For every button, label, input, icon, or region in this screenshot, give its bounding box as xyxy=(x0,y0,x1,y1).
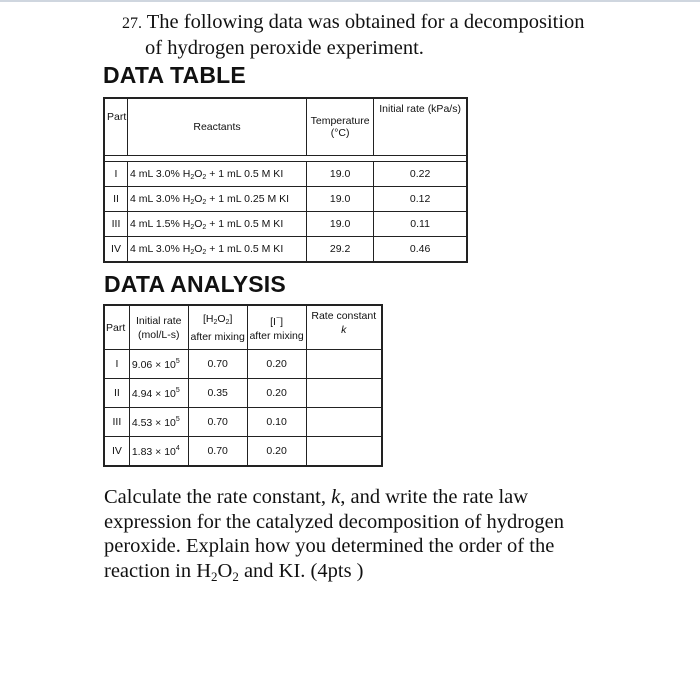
question-prompt: Calculate the rate constant, k, and write the rate law expression for the catalyzed decomposition of hydrogen peroxide. Explain how you determined the order of the reaction in $H_2O_2$ and KI. (4pts ) xyxy=(104,486,564,584)
rate-constant-cell[interactable] xyxy=(306,350,382,379)
table-row xyxy=(104,237,467,263)
part-cell: III xyxy=(104,408,129,437)
iodide-after-mixing: after mixing xyxy=(249,330,304,342)
reactants-cell: 4 mL 1.5% $H_2O_2 + 1$ mL 0.5 M KI xyxy=(128,212,307,237)
analysis-header-row xyxy=(104,305,382,350)
part-cell: I xyxy=(104,162,128,187)
h2o2-volume: 4 mL 3.0% H xyxy=(130,192,191,205)
initial-rate-cell xyxy=(129,408,188,437)
header-part: Part xyxy=(104,98,128,156)
rate-constant-cell[interactable] xyxy=(306,379,382,408)
h2o2-cell: 0.70 xyxy=(188,437,247,467)
question-line-1: The following data was obtained for a decomposition xyxy=(146,11,585,33)
prompt-k-symbol: k xyxy=(331,486,341,508)
initial-rate-label: Initial rate xyxy=(136,314,182,327)
h2o2-cell: 0.70 xyxy=(188,350,247,379)
iodide-cell: 0.20 xyxy=(247,350,306,379)
analysis-table xyxy=(103,304,383,467)
prompt-part-b: , and write the rate law expression for the catalyzed decomposition of hydrogen peroxide. Explain how you determined the order of the reaction in H xyxy=(104,486,564,582)
table-row xyxy=(104,187,467,212)
prompt-part-c: and KI. (4pts ) xyxy=(238,559,364,582)
table-row xyxy=(104,379,382,408)
iodide-label: [I xyxy=(270,316,276,328)
analysis-header-rate-constant xyxy=(306,305,382,350)
part-cell: II xyxy=(104,187,128,212)
initial-rate-cell: 0.12 xyxy=(374,187,467,212)
rate-mantissa: 1.83 × 10 xyxy=(131,445,176,458)
iodide-cell: 0.10 xyxy=(247,408,306,437)
h2o2-after-mixing: after mixing xyxy=(190,330,245,343)
iodide-cell: 0.20 xyxy=(247,437,306,467)
analysis-header-part: Part xyxy=(104,305,129,350)
analysis-header-iodide: [I−] after mixing xyxy=(247,305,306,350)
question-number: 27. xyxy=(122,15,142,32)
rate-mantissa: 9.06 × 10 xyxy=(131,358,176,371)
ki-volume: + 1 mL 0.25 M KI xyxy=(206,192,290,205)
reactants-cell: 4 mL 3.0% $H_2O_2 + 1$ mL 0.5 M KI xyxy=(128,162,307,187)
question-title xyxy=(122,10,682,61)
temperature-cell: 19.0 xyxy=(307,162,374,187)
part-cell: III xyxy=(104,212,128,237)
initial-rate-cell xyxy=(129,350,188,379)
top-border-line xyxy=(0,0,700,2)
header-reactants: Reactants xyxy=(128,98,307,156)
initial-rate-cell xyxy=(129,379,188,408)
header-temperature-unit: (°C) xyxy=(330,127,350,139)
table-row xyxy=(104,162,467,187)
prompt-part-a: Calculate the rate constant, xyxy=(104,486,332,508)
h2o2-cell: 0.35 xyxy=(188,379,247,408)
h2o2-cell: 0.70 xyxy=(188,408,247,437)
rate-exponent: 5 xyxy=(175,357,180,365)
ki-volume: + 1 mL 0.5 M KI xyxy=(206,217,284,230)
initial-rate-cell xyxy=(129,437,188,467)
header-initial-rate-label: Initial rate (kPa/s) xyxy=(379,103,461,115)
part-cell: I xyxy=(104,350,129,379)
header-initial-rate xyxy=(374,98,467,156)
reactants-cell: 4 mL 3.0% $H_2O_2 + 1$ mL 0.5 M KI xyxy=(128,237,307,263)
header-temperature xyxy=(307,98,374,156)
data-analysis-heading: DATA ANALYSIS xyxy=(104,271,286,297)
ki-volume: + 1 mL 0.5 M KI xyxy=(206,242,284,255)
k-symbol: k xyxy=(341,324,347,336)
analysis-header-initial-rate xyxy=(129,305,188,350)
data-table-heading: DATA TABLE xyxy=(103,62,246,88)
temperature-cell: 19.0 xyxy=(307,212,374,237)
rate-constant-cell[interactable] xyxy=(306,408,382,437)
part-cell: IV xyxy=(104,437,129,467)
reactants-cell: 4 mL 3.0% $H_2O_2 + 1$ mL 0.25 M KI xyxy=(128,187,307,212)
part-cell: II xyxy=(104,379,129,408)
temperature-cell: 29.2 xyxy=(307,237,374,263)
rate-exponent: 5 xyxy=(175,415,180,423)
part-cell: IV xyxy=(104,237,128,263)
table-row xyxy=(104,350,382,379)
temperature-cell: 19.0 xyxy=(307,187,374,212)
initial-rate-cell: 0.22 xyxy=(374,162,467,187)
header-temperature-label: Temperature xyxy=(310,115,370,127)
data-table-header-row xyxy=(104,98,467,156)
table-row xyxy=(104,437,382,467)
initial-rate-unit: (mol/L-s) xyxy=(138,328,180,341)
initial-rate-cell: 0.11 xyxy=(374,212,467,237)
iodide-cell: 0.20 xyxy=(247,379,306,408)
analysis-header-h2o2: $[H_2O_2]$ after mixing xyxy=(188,305,247,350)
h2o2-volume: 4 mL 3.0% H xyxy=(130,242,191,255)
ki-volume: + 1 mL 0.5 M KI xyxy=(206,167,284,180)
rate-mantissa: 4.53 × 10 xyxy=(131,416,176,429)
rate-exponent: 5 xyxy=(175,386,180,394)
h2o2-volume: 4 mL 3.0% H xyxy=(130,167,191,180)
rate-exponent: 4 xyxy=(175,444,180,452)
h2o2-volume: 4 mL 1.5% H xyxy=(130,217,191,230)
rate-constant-cell[interactable] xyxy=(306,437,382,467)
table-row xyxy=(104,408,382,437)
rate-mantissa: 4.94 × 10 xyxy=(131,387,176,400)
rate-constant-label: Rate constant xyxy=(311,310,377,322)
initial-rate-cell: 0.46 xyxy=(374,237,467,263)
data-table xyxy=(103,97,468,263)
table-row xyxy=(104,212,467,237)
question-line-2: of hydrogen peroxide experiment. xyxy=(145,37,424,59)
